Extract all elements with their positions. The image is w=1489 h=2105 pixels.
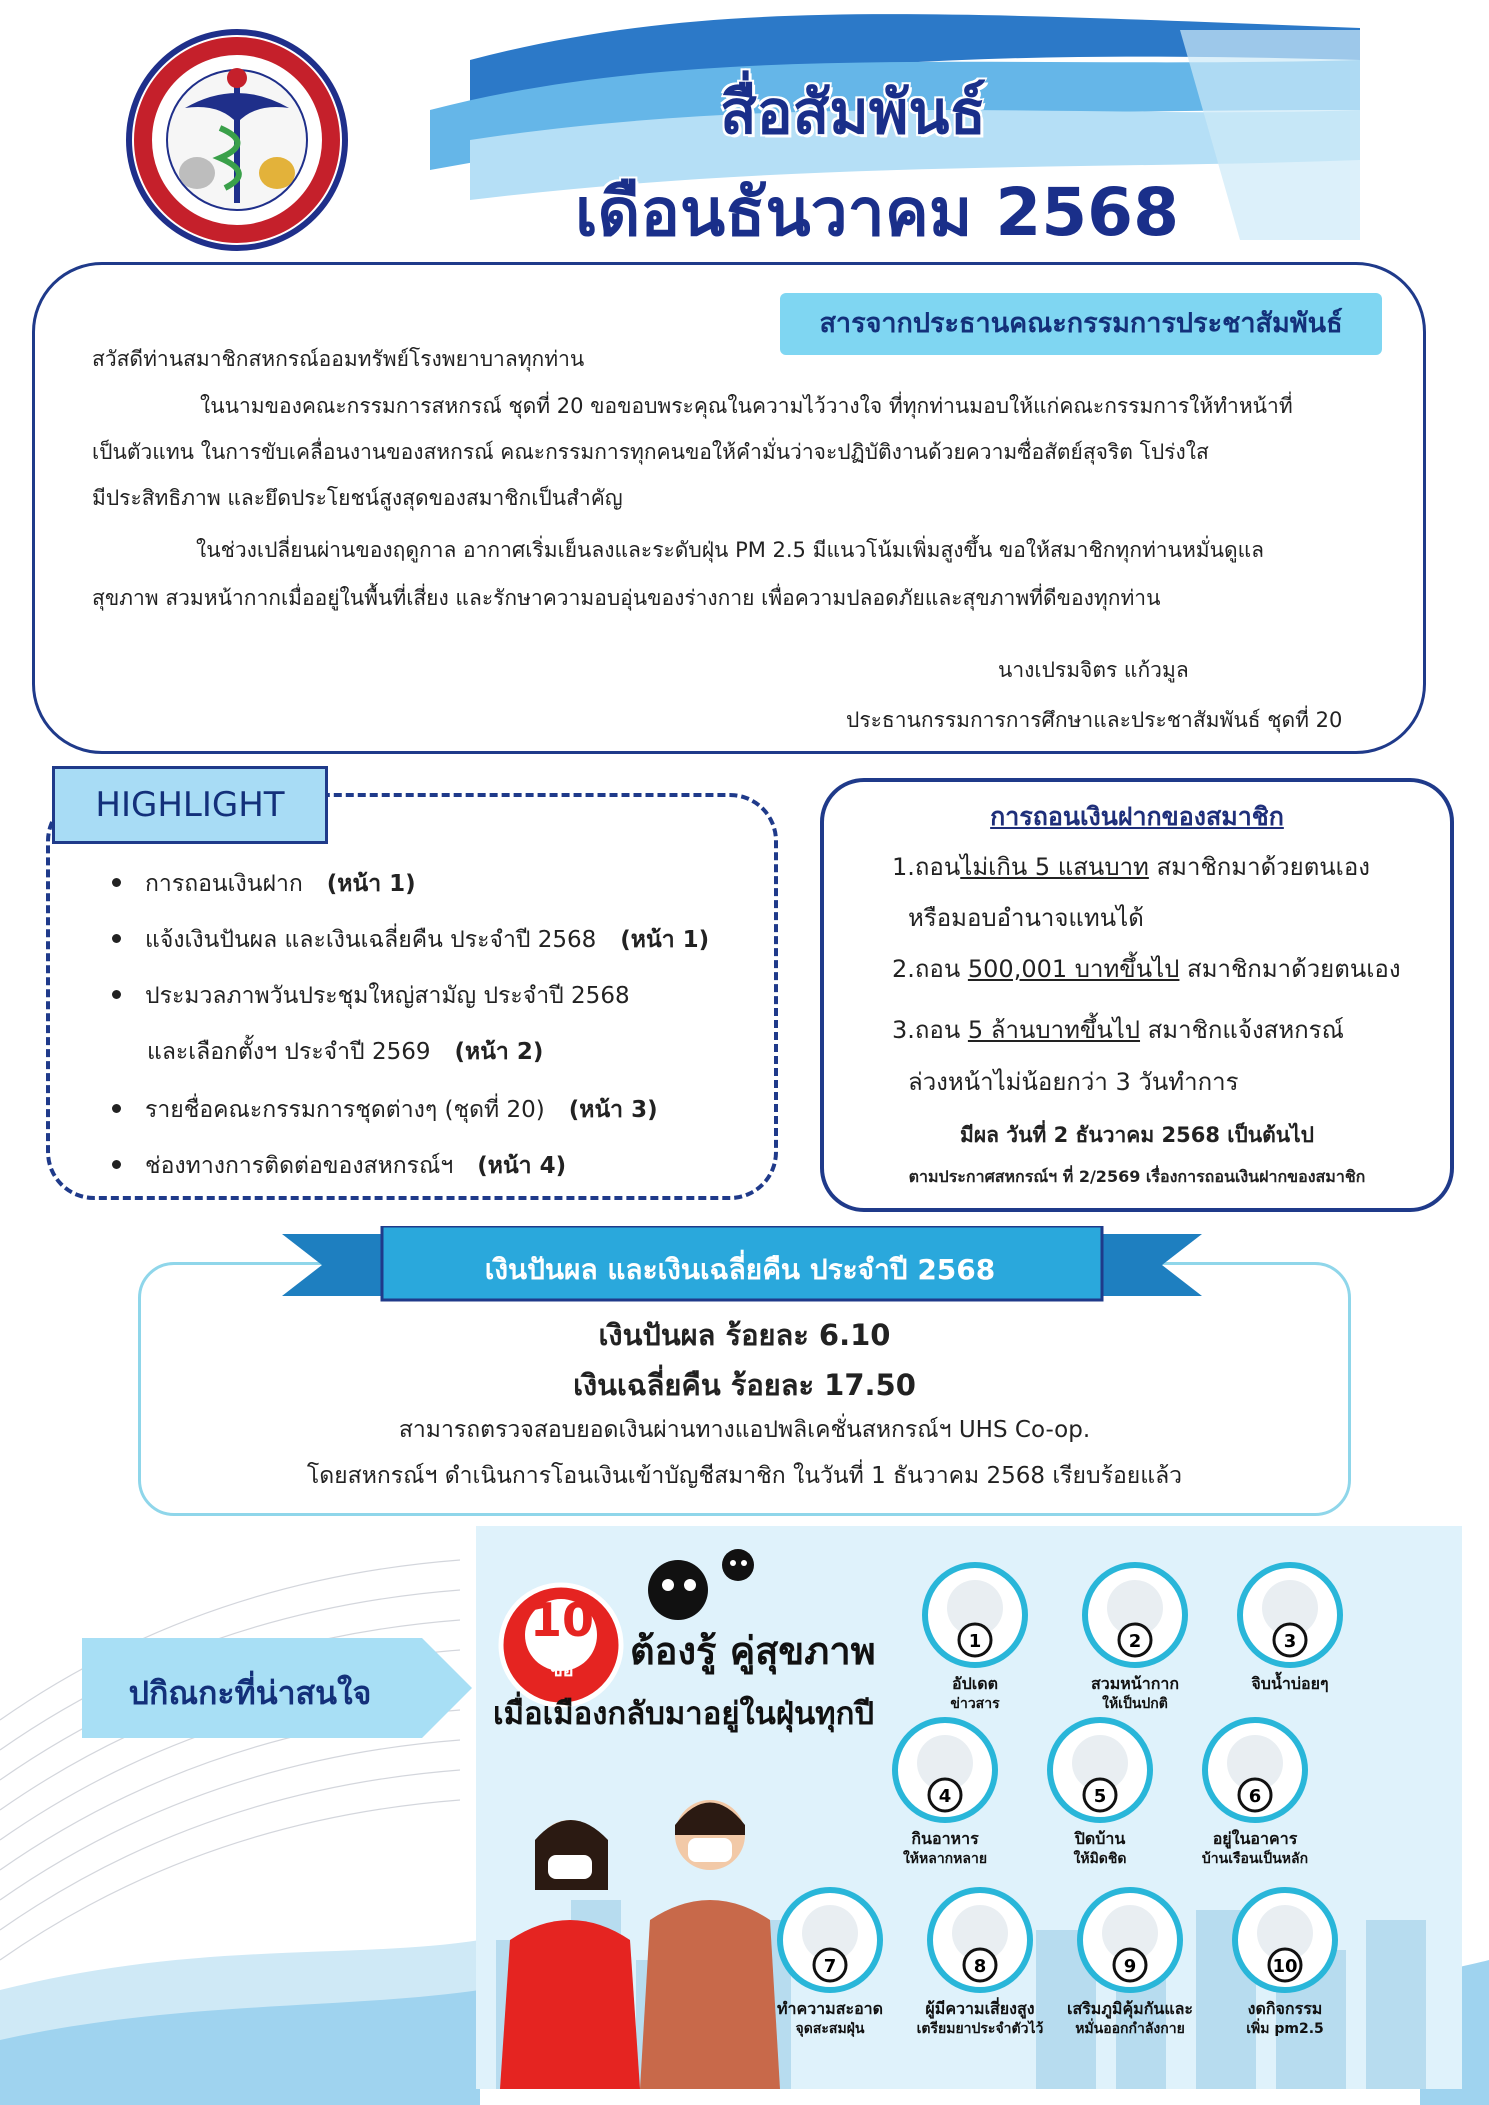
refund-rate: เงินเฉลี่ยคืน ร้อยละ 17.50: [573, 1368, 916, 1402]
tip-label-line2: ให้หลากหลาย: [902, 1851, 988, 1867]
tip-label-line1: ปิดบ้าน: [1074, 1829, 1126, 1848]
health-tip-4: [880, 1715, 1010, 1885]
tip-number: 2: [1128, 1631, 1142, 1652]
dividend-transfer-info: โดยสหกรณ์ฯ ดำเนินการโอนเงินเข้าบัญชีสมาชิก ในวันที่ 1 ธันวาคม 2568 เรียบร้อยแล้ว: [306, 1463, 1183, 1489]
exercise-icon: [1065, 1885, 1195, 1995]
food-icon: [880, 1715, 1010, 1825]
withdrawal-rule-3-cont: ล่วงหน้าไม่น้อยกว่า 3 วันทำการ: [908, 1068, 1239, 1096]
health-tip-1: [910, 1560, 1040, 1730]
house-icon: [1190, 1715, 1320, 1825]
bullet-icon: [112, 878, 121, 887]
ten-count: 10: [529, 1593, 594, 1647]
tip-label-line1: เสริมภูมิคุ้มกันและ: [1066, 1999, 1194, 2018]
tip-label-line2: ให้เป็นปกติ: [1102, 1696, 1168, 1712]
bullet-icon: [112, 1104, 121, 1113]
tip-number: 8: [973, 1956, 987, 1977]
masked-people-illustration: [490, 1740, 790, 2089]
withdrawal-title: การถอนเงินฝากของสมาชิก: [990, 802, 1284, 831]
door-icon: [1035, 1715, 1165, 1825]
mask-icon: [1070, 1560, 1200, 1670]
tip-label-line2: ให้มิดชิด: [1073, 1851, 1127, 1867]
calendar-label-text: ปกิณกะที่น่าสนใจ: [128, 1674, 372, 1712]
tip-label-line2: ข่าวสาร: [950, 1696, 1000, 1712]
highlight-item: การถอนเงินฝาก (หน้า 1): [112, 866, 416, 902]
tip-label-line1: กินอาหาร: [911, 1829, 979, 1848]
withdrawal-effective-date: มีผล วันที่ 2 ธันวาคม 2568 เป็นต้นไป: [959, 1123, 1315, 1147]
message-p1-line3: มีประสิทธิภาพ และยึดประโยชน์สูงสุดของสมาชิกเป็นสำคัญ: [92, 486, 623, 510]
cleaning-icon: [765, 1885, 895, 1995]
message-p1-line2: เป็นตัวแทน ในการขับเคลื่อนงานของสหกรณ์ คณะกรรมการทุกคนขอให้คำมั่นว่าจะปฏิบัติงานด้วยความซื่อสัตย์สุจริต โปร่งใส: [92, 440, 1209, 464]
highlight-item: ประมวลภาพวันประชุมใหญ่สามัญ ประจำปี 2568: [112, 978, 630, 1014]
tip-label-line2: หมั่นออกกำลังกาย: [1075, 2021, 1185, 2037]
tip-label-line1: งดกิจกรรม: [1247, 1999, 1323, 2018]
tip-label-line2: เตรียมยาประจำตัวไว้: [916, 2021, 1044, 2037]
health-tip-7: [765, 1885, 895, 2055]
tip-number: 10: [1272, 1956, 1298, 1977]
health-tip-2: [1070, 1560, 1200, 1730]
tip-label-line1: ทำความสะอาด: [776, 1999, 884, 2018]
infographic-title-line2: เมื่อเมืองกลับมาอยู่ในฝุ่นทุกปี: [493, 1696, 875, 1732]
no-burning-icon: [1220, 1885, 1350, 1995]
health-tip-8: [915, 1885, 1045, 2055]
newspaper-icon: [910, 1560, 1040, 1670]
cooperative-logo: [125, 28, 350, 253]
tip-label-line1: ผู้มีความเสี่ยงสูง: [925, 1999, 1035, 2018]
tip-number: 9: [1123, 1956, 1137, 1977]
tip-label-line2: บ้านเรือนเป็นหลัก: [1201, 1851, 1309, 1867]
message-p1-line1: ในนามของคณะกรรมการสหกรณ์ ชุดที่ 20 ขอขอบพระคุณในความไว้วางใจ ที่ทุกท่านมอบให้แก่คณะกรรมการให้ทำหน้าที่: [200, 394, 1293, 418]
withdrawal-rule-3: 3.ถอน 5 ล้านบาทขึ้นไป สมาชิกแจ้งสหกรณ์: [892, 1016, 1344, 1044]
ten-count-unit: ข้อ: [550, 1660, 574, 1681]
dividend-check-info: สามารถตรวจสอบยอดเงินผ่านทางแอปพลิเคชั่นสหกรณ์ฯ UHS Co-op.: [398, 1417, 1091, 1443]
health-tip-10: [1220, 1885, 1350, 2055]
health-tip-9: [1065, 1885, 1195, 2055]
infographic-title-line1: ต้องรู้ คู่สุขภาพ: [630, 1629, 876, 1673]
tip-label-line1: อยู่ในอาคาร: [1212, 1829, 1298, 1848]
tip-label-line2: เพิ่ม pm2.5: [1246, 2021, 1324, 2037]
chairman-message-tag: สารจากประธานคณะกรรมการประชาสัมพันธ์: [780, 293, 1382, 355]
tip-label-line1: สวมหน้ากาก: [1090, 1674, 1180, 1693]
withdrawal-rule-1-cont: หรือมอบอำนาจแทนได้: [908, 904, 1144, 932]
bullet-icon: [112, 1160, 121, 1169]
dividend-ribbon-text: เงินปันผล และเงินเฉลี่ยคืน ประจำปี 2568: [484, 1253, 996, 1286]
tip-number: 3: [1283, 1631, 1297, 1652]
tip-label-line1: จิบน้ำบ่อยๆ: [1251, 1674, 1329, 1693]
message-p2-line1: ในช่วงเปลี่ยนผ่านของฤดูกาล อากาศเริ่มเย็นลงและระดับฝุ่น PM 2.5 มีแนวโน้มเพิ่มสูงขึ้น ขอให้สมาชิกทุกท่านหมั่นดูแล: [196, 538, 1265, 562]
tip-number: 6: [1248, 1786, 1262, 1807]
message-greeting: สวัสดีท่านสมาชิกสหกรณ์ออมทรัพย์โรงพยาบาลทุกท่าน: [92, 347, 585, 371]
highlight-item: แจ้งเงินปันผล และเงินเฉลี่ยคืน ประจำปี 2568 (หน้า 1): [112, 922, 709, 958]
health-tip-6: [1190, 1715, 1320, 1885]
highlight-item: รายชื่อคณะกรรมการชุดต่างๆ (ชุดที่ 20) (หน้า 3): [112, 1092, 658, 1128]
highlight-item: ช่องทางการติดต่อของสหกรณ์ฯ (หน้า 4): [112, 1148, 566, 1184]
message-p2-line2: สุขภาพ สวมหน้ากากเมื่ออยู่ในพื้นที่เสี่ยง และรักษาความอบอุ่นของร่างกาย เพื่อความปลอดภัยและสุขภาพที่ดีของทุกท่าน: [92, 586, 1161, 610]
message-signer: นางเปรมจิตร แก้วมูล: [998, 658, 1189, 682]
highlight-item-continuation: และเลือกตั้งฯ ประจำปี 2569 (หน้า 2): [147, 1039, 544, 1065]
message-signer-title: ประธานกรรมการการศึกษาและประชาสัมพันธ์ ชุดที่ 20: [846, 708, 1343, 732]
withdrawal-rule-1: 1.ถอนไม่เกิน 5 แสนบาท สมาชิกมาด้วยตนเอง: [892, 853, 1371, 881]
bullet-icon: [112, 990, 121, 999]
tip-number: 4: [938, 1786, 952, 1807]
page-title-line1: สื่อสัมพันธ์: [720, 78, 987, 148]
medicine-icon: [915, 1885, 1045, 1995]
dividend-rate: เงินปันผล ร้อยละ 6.10: [598, 1318, 891, 1352]
tip-number: 1: [968, 1631, 982, 1652]
health-tip-3: [1225, 1560, 1355, 1730]
tip-label-line1: อัปเดต: [951, 1674, 998, 1693]
tip-number: 5: [1093, 1786, 1107, 1807]
highlight-label: HIGHLIGHT: [52, 766, 328, 844]
bullet-icon: [112, 934, 121, 943]
withdrawal-rule-2: 2.ถอน 500,001 บาทขึ้นไป สมาชิกมาด้วยตนเอง: [892, 955, 1401, 983]
withdrawal-reference: ตามประกาศสหกรณ์ฯ ที่ 2/2569 เรื่องการถอนเงินฝากของสมาชิก: [908, 1167, 1366, 1186]
tip-label-line2: จุดสะสมฝุ่น: [795, 2021, 865, 2037]
health-tip-5: [1035, 1715, 1165, 1885]
page-title-line2: เดือนธันวาคม 2568: [575, 174, 1180, 251]
tip-number: 7: [823, 1956, 837, 1977]
water-icon: [1225, 1560, 1355, 1670]
